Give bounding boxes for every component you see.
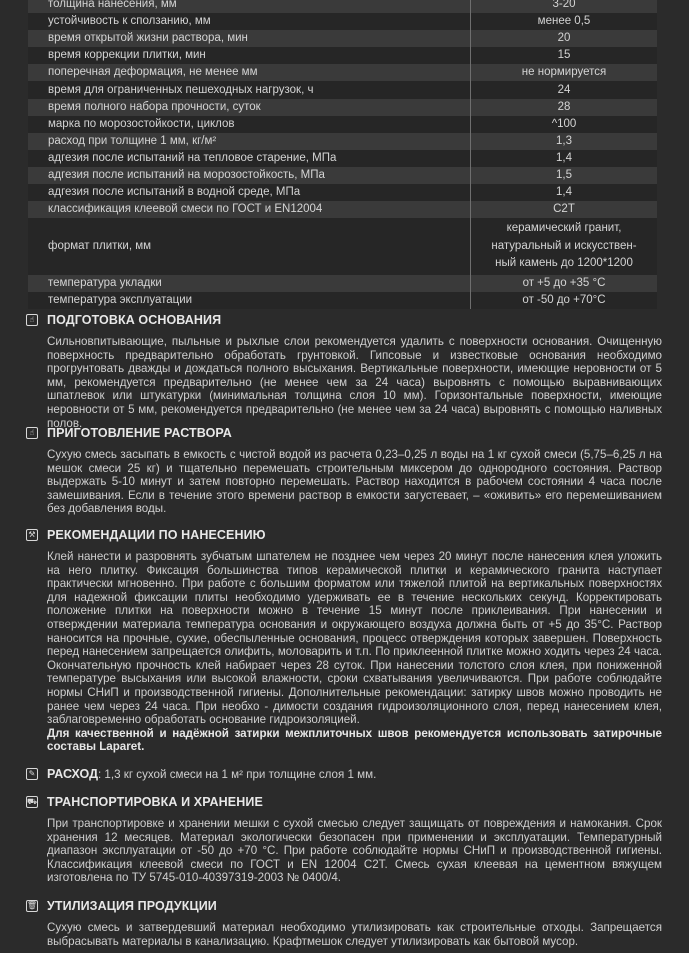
spec-value: 1,5 [471,167,658,184]
section-title: ПОДГОТОВКА ОСНОВАНИЯ [47,313,222,327]
section-consumption [26,766,662,782]
section-header [26,527,662,543]
spec-label: температура эксплуатации [48,294,193,307]
spec-label: формат плитки, мм [48,240,152,253]
section-text [47,550,662,754]
spec-row [28,116,657,133]
spec-value: менее 0,5 [471,13,658,30]
spec-value: 3-20 [471,0,658,13]
spec-row [28,13,657,30]
spec-value: от -50 до +70°С [471,292,658,309]
section-title: УТИЛИЗАЦИЯ ПРОДУКЦИИ [47,899,217,913]
paragraph: Сухую смесь и затвердевший материал необходимо утилизировать как строительные отходы. Запрещается выбрасывать материалы в канализацию. Крафтмешок следует утилизировать как бытовой мусор. [47,921,662,948]
spec-value: ^100 [471,116,658,133]
spec-label: устойчивость к сползанию, мм [48,15,211,28]
spec-label: время для ограниченных пешеходных нагрузок, ч [48,83,314,96]
spec-label: классификация клеевой смеси по ГОСТ и EN12004 [48,203,323,216]
spec-row [28,64,657,81]
section-storage [26,794,662,885]
spec-label: адгезия после испытаний в водной среде, МПа [48,186,301,199]
spec-row [28,201,657,218]
section-disposal [26,898,662,948]
spec-row [28,167,657,184]
spec-label: время коррекции плитки, мин [48,49,206,62]
section-mixing [26,425,662,516]
pencil-icon: ✎ [26,768,38,780]
paragraph: При транспортировке и хранении мешки с сухой смесью следует защищать от повреждения и намокания. Срок хранения 12 месяцев. Материал экологически безопасен при применении и эксплуатации. Температурный диапазон эксплуатации от -50 до +70 °С. При работе соблюдайте нормы СНиП и производственной гигиены. Классификация клеевой смеси по ГОСТ и EN 12004 C2T. Смесь сухая клеевая на цементном вяжущем изготовлена по ТУ 5745-010-40397319-2003 № 0400/4. [47,817,662,885]
spec-row [28,99,657,116]
spec-value [471,218,658,275]
spec-row [28,275,657,292]
spec-row [28,292,657,309]
spec-label: адгезия после испытаний на тепловое старение, МПа [48,151,337,164]
spec-label: марка по морозостойкости, циклов [48,117,235,130]
section-surface-prep [26,312,662,430]
section-header [26,898,662,914]
trash-icon: 🗑 [26,901,38,910]
spec-label: адгезия после испытаний на морозостойкость, МПа [48,168,325,181]
spec-value: 1,4 [471,184,658,201]
spec-value: 15 [471,47,658,64]
spec-label: поперечная деформация, не менее мм [48,66,258,79]
hand-icon: ☝ [26,427,38,439]
section-title: ТРАНСПОРТИРОВКА И ХРАНЕНИЕ [47,795,263,809]
section-text [47,921,662,948]
spec-row [28,47,657,64]
consumption-text [47,767,376,781]
spec-value: 1,3 [471,133,658,150]
spec-value: 1,4 [471,150,658,167]
spec-row [28,150,657,167]
spec-row [28,0,657,13]
consumption-value: : 1,3 кг сухой смеси на 1 м² при толщине слоя 1 мм. [97,768,377,781]
spec-value: 28 [471,99,658,116]
spec-label: толщина нанесения, мм [48,0,177,11]
spec-label: температура укладки [48,277,162,290]
section-title: РАСХОД [47,767,98,781]
section-header [26,312,662,328]
spec-row [28,81,657,98]
spec-label: время открытой жизни раствора, мин [48,32,248,45]
spec-row [28,218,657,275]
spec-value: 20 [471,30,658,47]
paragraph: Сухую смесь засыпать в емкость с чистой водой из расчета 0,23–0,25 л воды на 1 кг сухой смеси (5,75–6,25 л на мешок смеси 25 кг) и тщательно перемешать строительным миксером до однородного состояния. Раствор выдержать 5-10 минут и затем повторно перемешать. Раствор находится в рабочем состоянии 4 часа после замешивания. Если в течение этого времени раствор в емкости загустевает, – «оживить» его перемешиванием без добавления воды. [47,448,662,516]
paragraph: Сильновпитывающие, пыльные и рыхлые слои рекомендуется удалить с поверхности основания. Очищенную поверхность предварительно обработать грунтовкой. Гипсовые и известковые основания необходимо прогрунтовать дважды и дождаться полного высыхания. Вертикальные поверхности, имеющие неровности от 5 мм, рекомендуется предварительно (не менее чем за 24 часа) выровнять с помощью выравнивающих шпатлевок или штукатурки (минимальная толщина слоя 10 мм). Горизонтальные поверхности, имеющие неровности от 5 мм, рекомендуется предварительно (не менее чем за 24 часа) выровнять с помощью наливных полов. [47,335,662,430]
spec-row [28,133,657,150]
spec-value: 24 [471,81,658,98]
spec-row [28,30,657,47]
spec-value-line: керамический гранит, [506,222,622,235]
section-text [47,817,662,885]
spec-label: расход при толщине 1 мм, кг/м² [48,134,217,147]
spec-value-line: натуральный и искусствен- [491,239,637,252]
paragraph: Клей нанести и разровнять зубчатым шпателем не позднее чем через 20 минут после нанесения клея уложить на него плитку. Фиксация большинства типов керамической плитки и керамического гранита наступает практически мгновенно. При работе с большим форматом или тяжелой плитой на вертикальных поверхностях для надежной фиксации плиты необходимо удерживать ее в течение нескольких секунд. Корректировать положение плитки на поверхности можно в течение 15 минут после приклеивания. При нанесении и отверждении материала температура основания и окружающего воздуха должна быть от +5 до 35°С. Раствор наносится на прочные, сухие, обеспыленные основания, процесс отверждения которых завершен. Поверхность перед нанесением запрещается олифить, моловарить и т.п. По приклеенной плитке можно ходить через 24 часа. Окончательную прочность клей набирает через 28 суток. При нанесении толстого слоя клея, при пониженной температуре высыхания или высокой влажности, сроки схватывания увеличиваются. При работе соблюдайте нормы СНиП и производственной гигиены. Дополнительные рекомендации: затирку швов можно проводить не ранее чем через 24 часа. При необхо - димости создания гидроизоляционного слоя, перед нанесением клея, заблаговременно обработать основание гидроизоляцией. [47,550,662,727]
section-title: ПРИГОТОВЛЕНИЕ РАСТВОРА [47,426,232,440]
spec-value-line: ный камень до 1200*1200 [495,257,633,270]
section-header [26,766,662,782]
spec-row [28,184,657,201]
spec-label: время полного набора прочности, суток [48,100,261,113]
spec-table [28,0,657,309]
bold-note: Для качественной и надёжной затирки межплиточных швов рекомендуется использовать затирочные составы Laparet. [47,726,662,754]
section-text [47,335,662,430]
hand-icon: ☝ [26,314,38,326]
spec-value: C2T [471,201,658,218]
section-header [26,794,662,810]
spec-value: не нормируется [471,64,658,81]
section-application [26,527,662,754]
spec-value: от +5 до +35 °С [471,275,658,292]
section-title: РЕКОМЕНДАЦИИ ПО НАНЕСЕНИЮ [47,528,266,542]
truck-icon: ⛟ [26,797,38,806]
section-text [47,448,662,516]
section-header [26,425,662,441]
trowel-icon: ⚒ [26,529,38,541]
